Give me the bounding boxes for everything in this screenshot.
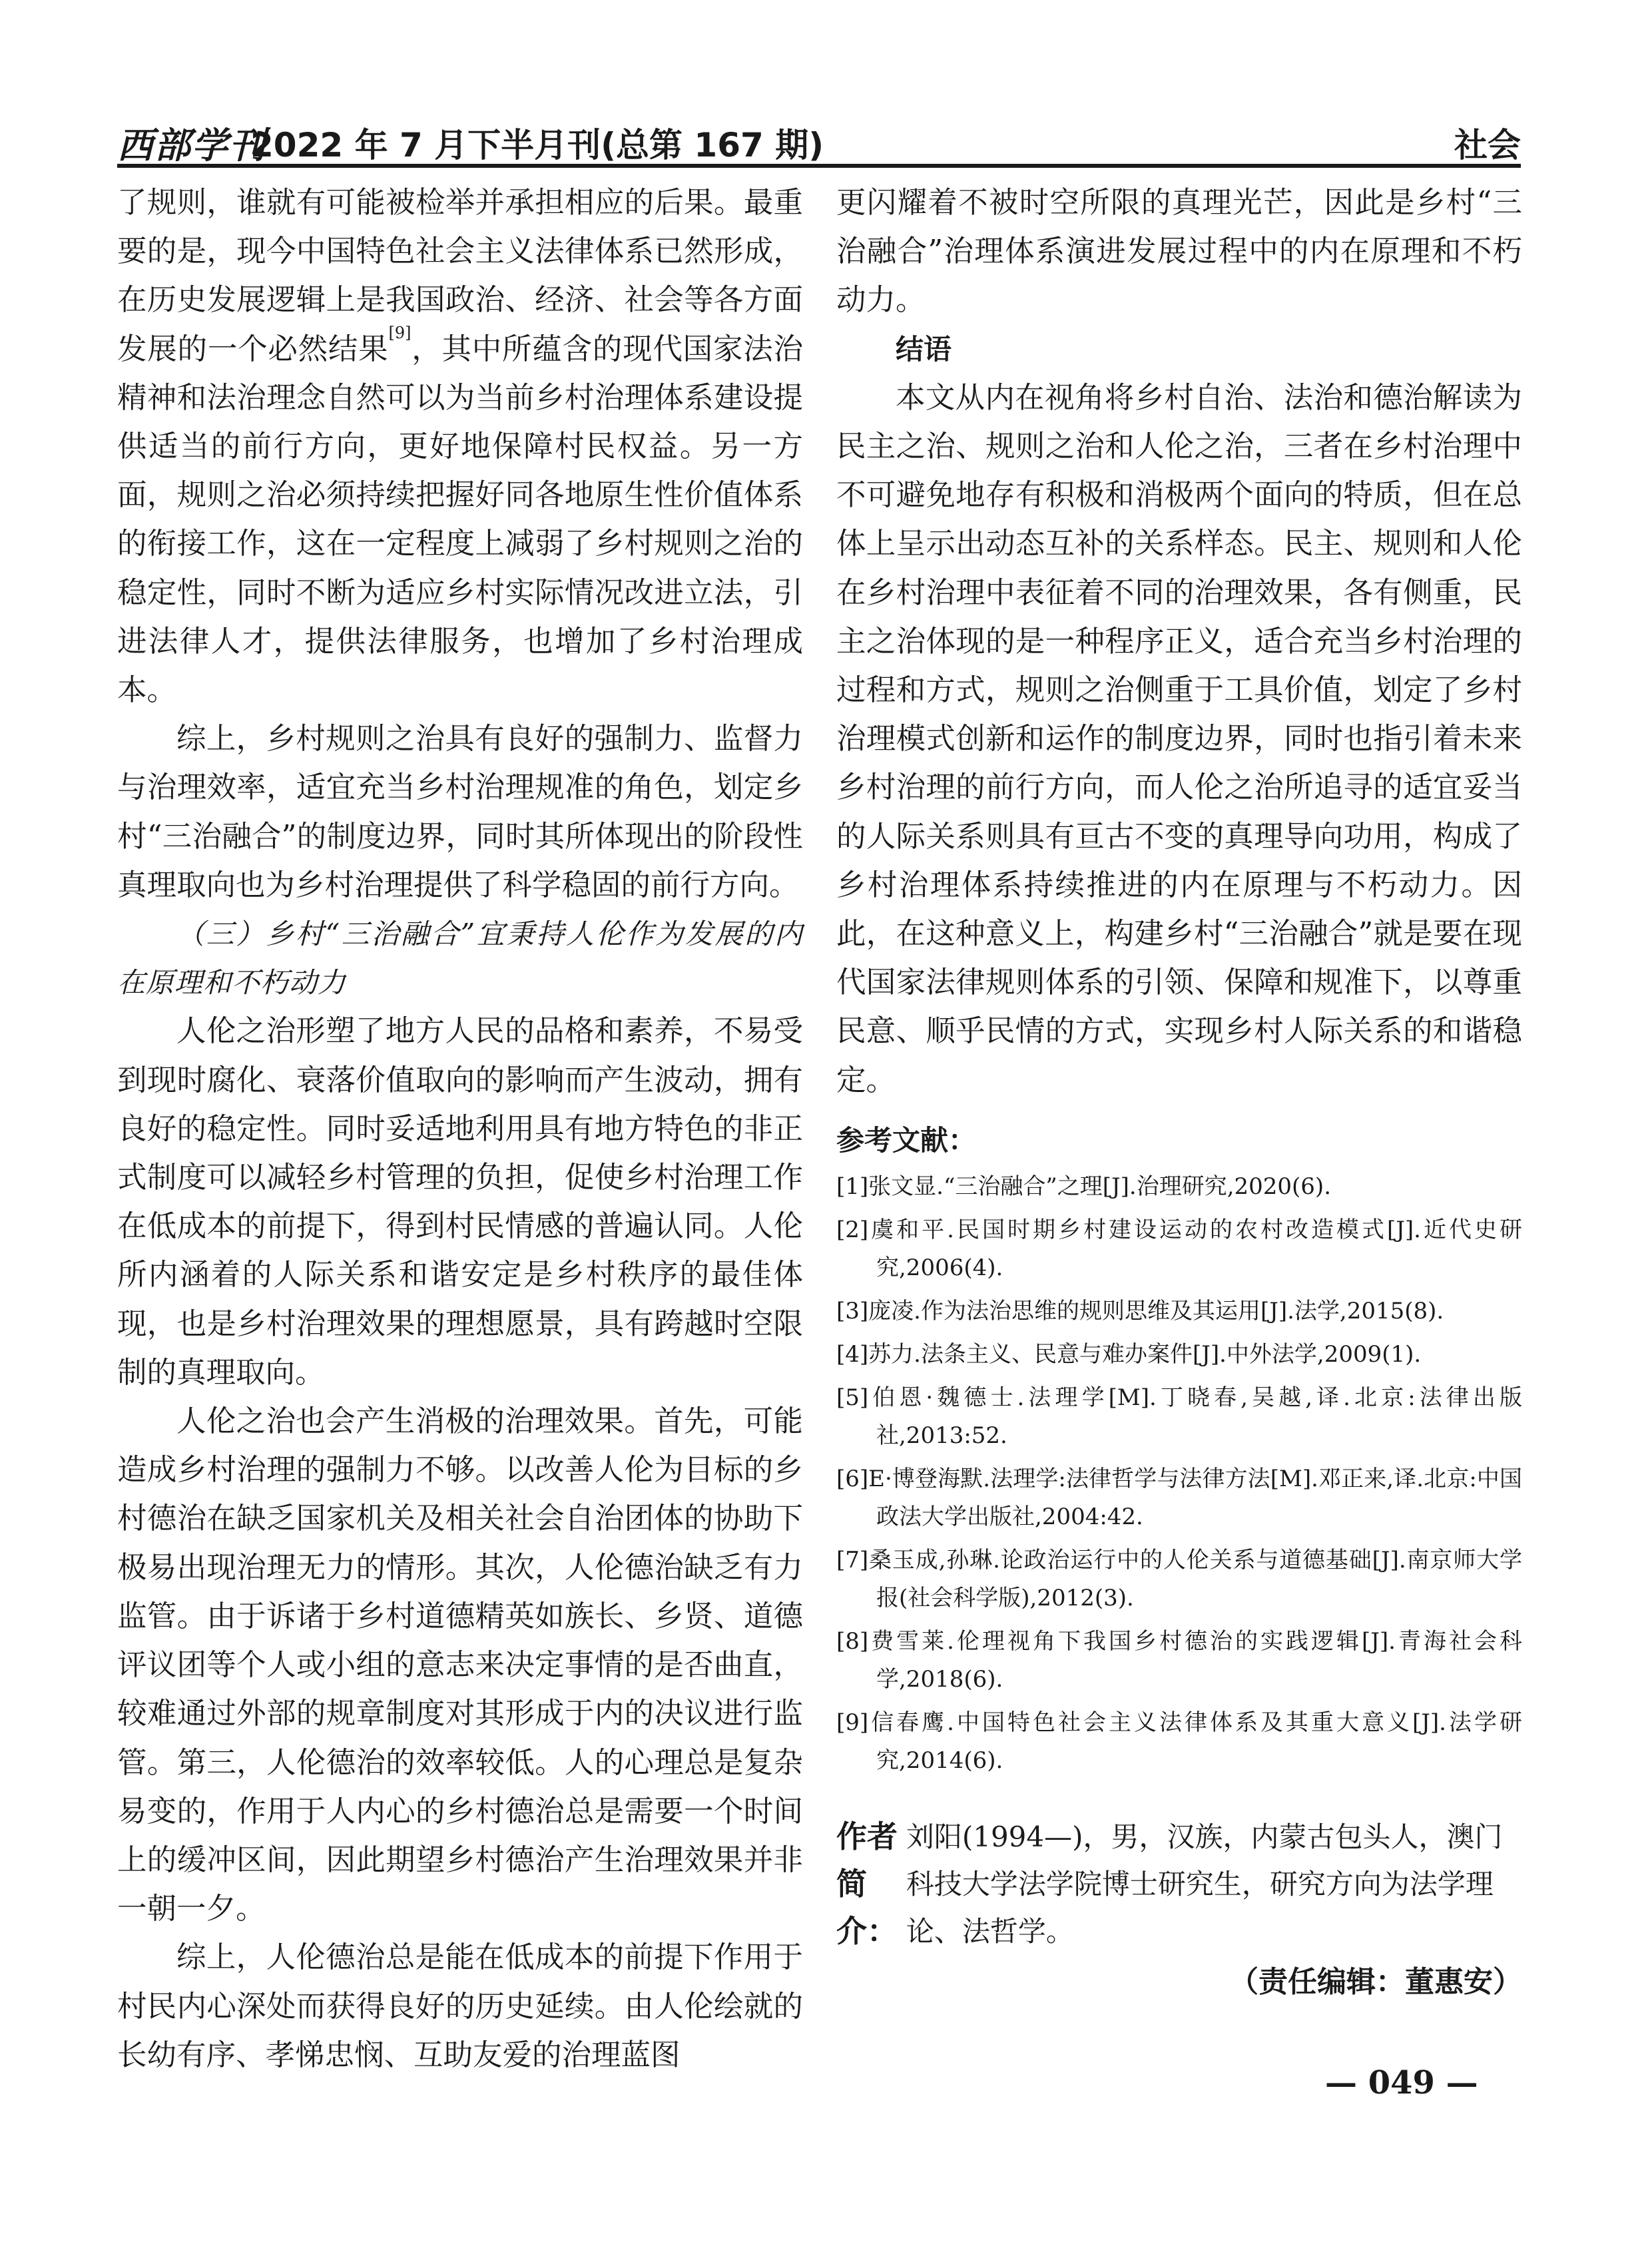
paragraph: 更闪耀着不被时空所限的真理光芒，因此是乡村“三治融合”治理体系演进发展过程中的内在原理和不朽动力。	[836, 186, 1522, 318]
reference-item: [5]伯恩·魏德士.法理学[M].丁晓春,吴越,译.北京:法律出版社,2013:52.	[836, 1384, 1522, 1449]
reference-item: [7]桑玉成,孙琳.论政治运行中的人伦关系与道德基础[J].南京师大学报(社会科学版),2012(3).	[836, 1547, 1522, 1611]
left-column	[117, 178, 803, 2080]
section-heading: （三）乡村“三治融合”宜秉持人伦作为发展的内在原理和不朽动力	[117, 918, 803, 999]
paragraph: 综上，人伦德治总是能在低成本的前提下作用于村民内心深处而获得良好的历史延续。由人伦绘就的长幼有序、孝悌忠悯、互助友爱的治理蓝图	[117, 1940, 803, 2072]
paragraph-text: 了规则，谁就有可能被检举并承担相应的后果。最重要的是，现今中国特色社会主义法律体系已然形成，在历史发展逻辑上是我国政治、经济、社会等各方面发展的一个必然结果	[117, 186, 803, 366]
references	[836, 1117, 1522, 1785]
author-bio-text: 刘阳(1994—)，男，汉族，内蒙古包头人，澳门科技大学法学院博士研究生，研究方向为法学理论、法哲学。	[906, 1821, 1503, 1948]
issue-info: 2022 年 7 月下半月刊(总第 167 期)	[250, 126, 824, 164]
journal-logo: 西部学刊	[117, 124, 266, 166]
right-column	[836, 178, 1522, 1105]
reference-item: [8]费雪莱.伦理视角下我国乡村德治的实践逻辑[J].青海社会科学,2018(6).	[836, 1628, 1522, 1693]
paragraph: 综上，乡村规则之治具有良好的强制力、监督力与治理效率，适宜充当乡村治理规准的角色，划定乡村“三治融合”的制度边界，同时其所体现出的阶段性真理取向也为乡村治理提供了科学稳固的前行方向。	[117, 722, 803, 902]
responsible-editor: （责任编辑：董惠安）	[1229, 1965, 1522, 1999]
paragraph	[117, 178, 803, 714]
paragraph: 本文从内在视角将乡村自治、法治和德治解读为民主之治、规则之治和人伦之治，三者在乡村治理中不可避免地存有积极和消极两个面向的特质，但在总体上呈示出动态互补的关系样态。民主、规则和人伦在乡村治理中表征着不同的治理效果，各有侧重，民主之治体现的是一种程序正义，适合充当乡村治理的过程和方式，规则之治侧重于工具价值，划定了乡村治理模式创新和运作的制度边界，同时也指引着未来乡村治理的前行方向，而人伦之治所追寻的适宜妥当的人际关系则具有亘古不变的真理导向功用，构成了乡村治理体系持续推进的内在原理与不朽动力。因此，在这种意义上，构建乡村“三治融合”就是要在现代国家法律规则体系的引领、保障和规准下，以尊重民意、顺乎民情的方式，实现乡村人际关系的和谐稳定。	[836, 380, 1522, 1097]
author-bio	[836, 1813, 1522, 1955]
page-number: — 049 —	[1325, 2064, 1478, 2102]
conclusion-heading: 结语	[896, 332, 952, 366]
section-name: 社会	[1454, 126, 1521, 164]
reference-item: [1]张文显.“三治融合”之理[J].治理研究,2020(6).	[836, 1173, 1332, 1200]
author-bio-label: 作者简介：	[836, 1819, 898, 1949]
reference-item: [4]苏力.法条主义、民意与难办案件[J].中外法学,2009(1).	[836, 1341, 1422, 1368]
paragraph: 人伦之治也会产生消极的治理效果。首先，可能造成乡村治理的强制力不够。以改善人伦为目标的乡村德治在缺乏国家机关及相关社会自治团体的协助下极易出现治理无力的情形。其次，人伦德治缺乏有力监管。由于诉诸于乡村道德精英如族长、乡贤、道德评议团等个人或小组的意志来决定事情的是否曲直，较难通过外部的规章制度对其形成于内的决议进行监管。第三，人伦德治的效率较低。人的心理总是复杂易变的，作用于人内心的乡村德治总是需要一个时间上的缓冲区间，因此期望乡村德治产生治理效果并非一朝一夕。	[117, 1404, 803, 1926]
reference-item: [6]E·博登海默.法理学:法律哲学与法律方法[M].邓正来,译.北京:中国政法大学出版社,2004:42.	[836, 1466, 1522, 1530]
paragraph-text: ，其中所蕴含的现代国家法治精神和法治理念自然可以为当前乡村治理体系建设提供适当的前行方向，更好地保障村民权益。另一方面，规则之治必须持续把握好同各地原生性价值体系的衔接工作，这在一定程度上减弱了乡村规则之治的稳定性，同时不断为适应乡村实际情况改进立法，引进法律人才，提供法律服务，也增加了乡村治理成本。	[117, 332, 803, 708]
references-title: 参考文献：	[836, 1124, 977, 1157]
paragraph: 人伦之治形塑了地方人民的品格和素养，不易受到现时腐化、衰落价值取向的影响而产生波动，拥有良好的稳定性。同时妥适地利用具有地方特色的非正式制度可以减轻乡村管理的负担，促使乡村治理工作在低成本的前提下，得到村民情感的普遍认同。人伦所内涵着的人际关系和谐安定是乡村秩序的最佳体现，也是乡村治理效果的理想愿景，具有跨越时空限制的真理取向。	[117, 1014, 803, 1390]
citation-superscript: [9]	[388, 323, 412, 342]
page-header	[117, 112, 1521, 165]
reference-item: [3]庞凌.作为法治思维的规则思维及其运用[J].法学,2015(8).	[836, 1298, 1444, 1324]
reference-item: [2]虞和平.民国时期乡村建设运动的农村改造模式[J].近代史研究,2006(4).	[836, 1217, 1522, 1281]
reference-item: [9]信春鹰.中国特色社会主义法律体系及其重大意义[J].法学研究,2014(6).	[836, 1709, 1522, 1774]
header-rule	[117, 164, 1521, 168]
